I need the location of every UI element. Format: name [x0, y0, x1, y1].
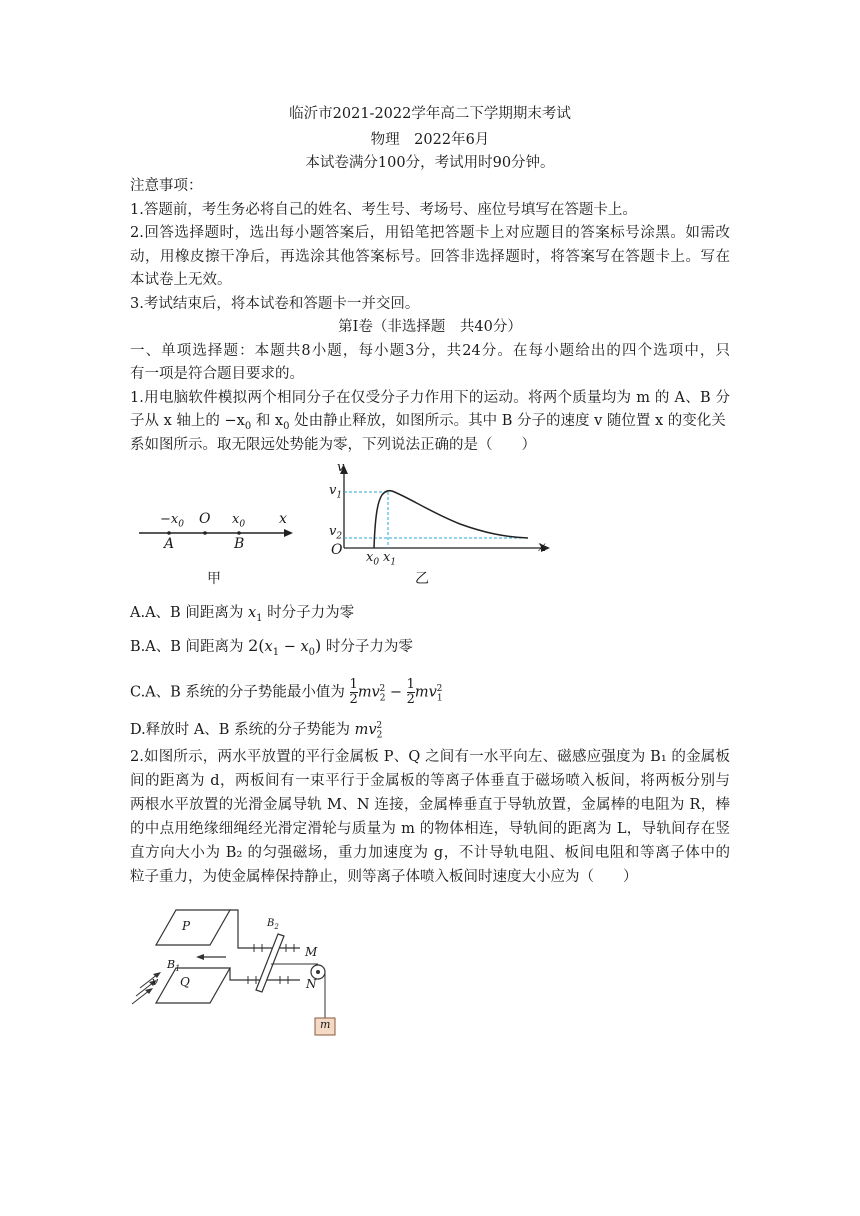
fig-left-origin: O: [199, 511, 211, 527]
fig-left-x0: $x_0$: [232, 512, 246, 530]
subject-date: 物理 2022年6月: [370, 132, 490, 148]
fig-left-caption: 甲: [207, 571, 221, 587]
plate-p: [156, 910, 230, 945]
plate-q: [156, 968, 230, 1003]
plate-q-label: Q: [180, 975, 190, 989]
fig-right-x1: $x_1$: [383, 550, 397, 568]
q2-line-5: 直方向大小为 B₂ 的匀强磁场，重力加速度为 g，不计导轨电阻、板间电阻和等离子体中的: [130, 845, 730, 861]
fig-left-molecule-b: B: [234, 536, 245, 552]
fig-left-molecule-a: A: [164, 536, 175, 552]
q1-line-2: 子从 x 轴上的 $-x_0$ 和 $x_0$ 处由静止释放，如图所示。其中 B 分子的速度 v 随位置 x 的变化关: [130, 413, 726, 432]
velocity-label: v: [152, 975, 159, 988]
fig-right-v1: $v_1$: [329, 483, 343, 501]
fig-left-minus-x0: $-x_0$: [160, 512, 184, 530]
section-instructions-line-1: 一、单项选择题：本题共8小题，每小题3分，共24分。在每小题给出的四个选项中，只: [130, 343, 730, 359]
q1-option-d[interactable]: D.释放时 A、B 系统的分子势能为 $mv_2^2$: [130, 721, 383, 741]
mass-label: m: [320, 1018, 331, 1031]
exam-title: 临沂市2021-2022学年高二下学期期末考试: [289, 106, 571, 122]
fig-right-x-axis-label: x: [538, 539, 546, 555]
b1-label: $B_1$: [167, 958, 181, 974]
q1-option-b[interactable]: B.A、B 间距离为 $2(x_1 - x_0)$ 时分子力为零: [130, 636, 413, 658]
rail-m-label: M: [305, 945, 318, 959]
notice-item-3: 3.考试结束后，将本试卷和答题卡一并交回。: [130, 296, 420, 312]
fig-right-v2: $v_2$: [329, 524, 343, 542]
notice-heading: 注意事项：: [130, 178, 203, 194]
notice-item-2-line-3: 本试卷上无效。: [130, 272, 232, 288]
q1-line-1: 1.用电脑软件模拟两个相同分子在仅受分子力作用下的运动。将两个质量均为 m 的 A、B 分: [130, 390, 730, 406]
velocity-curve: [374, 491, 528, 548]
fig-right-x0: $x_0$: [366, 550, 380, 568]
notice-item-2-line-2: 动，用橡皮擦干净后，再选涂其他答案标号。回答非选择题时，将答案写在答题卡上。写在: [130, 249, 730, 265]
fig-right-caption: 乙: [415, 571, 429, 587]
q1-option-c[interactable]: C.A、B 系统的分子势能最小值为 $\frac{1}{2}$ $mv_2^2$ − $\frac{1}{2}$ $mv_1^2$: [130, 677, 443, 707]
exam-info: 本试卷满分100分，考试用时90分钟。: [305, 155, 555, 171]
q2-line-3: 两根水平放置的光滑金属导轨 M、N 连接，金属棒垂直于导轨放置，金属棒的电阻为 R，棒: [130, 797, 730, 813]
q1-figure-right: [330, 460, 560, 565]
notice-item-2-line-1: 2.回答选择题时，选出每小题答案后，用铅笔把答题卡上对应题目的答案标号涂黑。如需改: [130, 225, 730, 241]
q2-line-6: 粒子重力，为使金属棒保持静止，则等离子体喷入板间时速度大小应为（ ）: [130, 869, 638, 885]
q2-line-2: 间的距离为 d，两板间有一束平行于金属板的等离子体垂直于磁场喷入板间，将两板分别与: [130, 773, 730, 789]
fig-right-v-axis-label: v: [337, 460, 345, 475]
b2-label: $B_2$: [267, 918, 279, 931]
section-title: 第Ⅰ卷（非选择题 共40分）: [338, 319, 522, 335]
section-instructions-line-2: 有一项是符合题目要求的。: [130, 366, 304, 382]
q2-line-1: 2.如图所示，两水平放置的平行金属板 P、Q 之间有一水平向左、磁感应强度为 B₁ 的金属板: [130, 749, 730, 765]
fig-left-x-axis-label: x: [279, 511, 287, 527]
q2-line-4: 的中点用绝缘细绳经光滑定滑轮与质量为 m 的物体相连，导轨间的距离为 L，导轨间存在竖: [130, 821, 730, 837]
plate-p-label: P: [182, 919, 191, 933]
rail-n-label: N: [306, 977, 317, 991]
q1-option-a[interactable]: A.A、B 间距离为 $x_1$ 时分子力为零: [130, 605, 355, 624]
notice-item-1: 1.答题前，考生务必将自己的姓名、考生号、考场号、座位号填写在答题卡上。: [130, 202, 637, 218]
q1-line-3: 系如图所示。取无限远处势能为零，下列说法正确的是（ ）: [130, 437, 536, 453]
fig-right-origin: O: [331, 542, 343, 558]
